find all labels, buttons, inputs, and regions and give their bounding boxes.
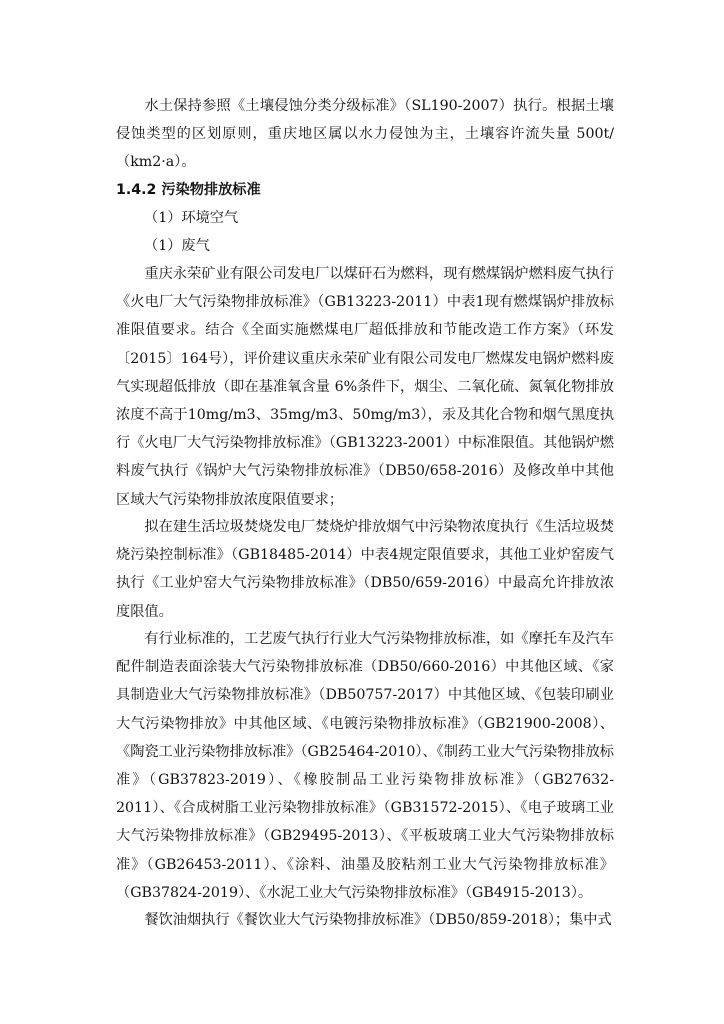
section-heading: 1.4.2 污染物排放标准	[116, 182, 261, 198]
list-item-ambient-air: （1）环境空气	[144, 210, 239, 226]
list-item-waste-gas: （1）废气	[144, 238, 210, 254]
paragraph-industry-standards: 有行业标准的，工艺废气执行行业大气污染物排放标准，如《摩托车及汽车配件制造表面涂装大气污染物排放标准（DB50/660-2016）中其他区域、《家具制造业大气污染物排放标准》（DB50757-2017）中其他区域、《包装印刷业大气污染物排放》中其他区域、《电镀污染物排放标准》（GB21900-2008）、《陶瓷工业污染物排放标准》（GB25464-2010）、《制药工业大气污染物排放标准》（GB37823-2019）、《橡胶制品工业污染物排放标准》（GB27632-2011）、《合成树脂工业污染物排放标准》（GB31572-2015）、《电子玻璃工业大气污染物排放标准》（GB29495-2013）、《平板玻璃工业大气污染物排放标准》（GB26453-2011）、《涂料、油墨及胶粘剂工业大气污染物排放标准》（GB37824-2019）、《水泥工业大气污染物排放标准》（GB4915-2013）。	[116, 631, 614, 901]
paragraph-catering: 餐饮油烟执行《餐饮业大气污染物排放标准》（DB50/859-2018）；集中式	[144, 912, 612, 928]
paragraph-incinerator: 拟在建生活垃圾焚烧发电厂焚烧炉排放烟气中污染物浓度执行《生活垃圾焚烧污染控制标准》（GB18485-2014）中表4规定限值要求，其他工业炉窑废气执行《工业炉窑大气污染物排放标准》（DB50/659-2016）中最高允许排放浓度限值。	[116, 519, 614, 620]
paragraph-soil-conservation: 水土保持参照《土壤侵蚀分类分级标准》（SL190-2007）执行。根据土壤侵蚀类型的区划原则，重庆地区属以水力侵蚀为主，土壤容许流失量 500t/（km2·a）。	[116, 98, 614, 171]
paragraph-power-plant: 重庆永荣矿业有限公司发电厂以煤矸石为燃料，现有燃煤锅炉燃料废气执行《火电厂大气污染物排放标准》（GB13223-2011）中表1现有燃煤锅炉排放标准限值要求。结合《全面实施燃煤电厂超低排放和节能改造工作方案》（环发〔2015〕164号），评价建议重庆永荣矿业有限公司发电厂燃煤发电锅炉燃料废气实现超低排放（即在基准氧含量 6%条件下，烟尘、二氧化硫、氮氧化物排放浓度不高于10mg/m3、35mg/m3、50mg/m3），汞及其化合物和烟气黑度执行《火电厂大气污染物排放标准》（GB13223-2001）中标准限值。其他锅炉燃料废气执行《锅炉大气污染物排放标准》（DB50/658-2016）及修改单中其他区域大气污染物排放浓度限值要求；	[116, 266, 614, 508]
